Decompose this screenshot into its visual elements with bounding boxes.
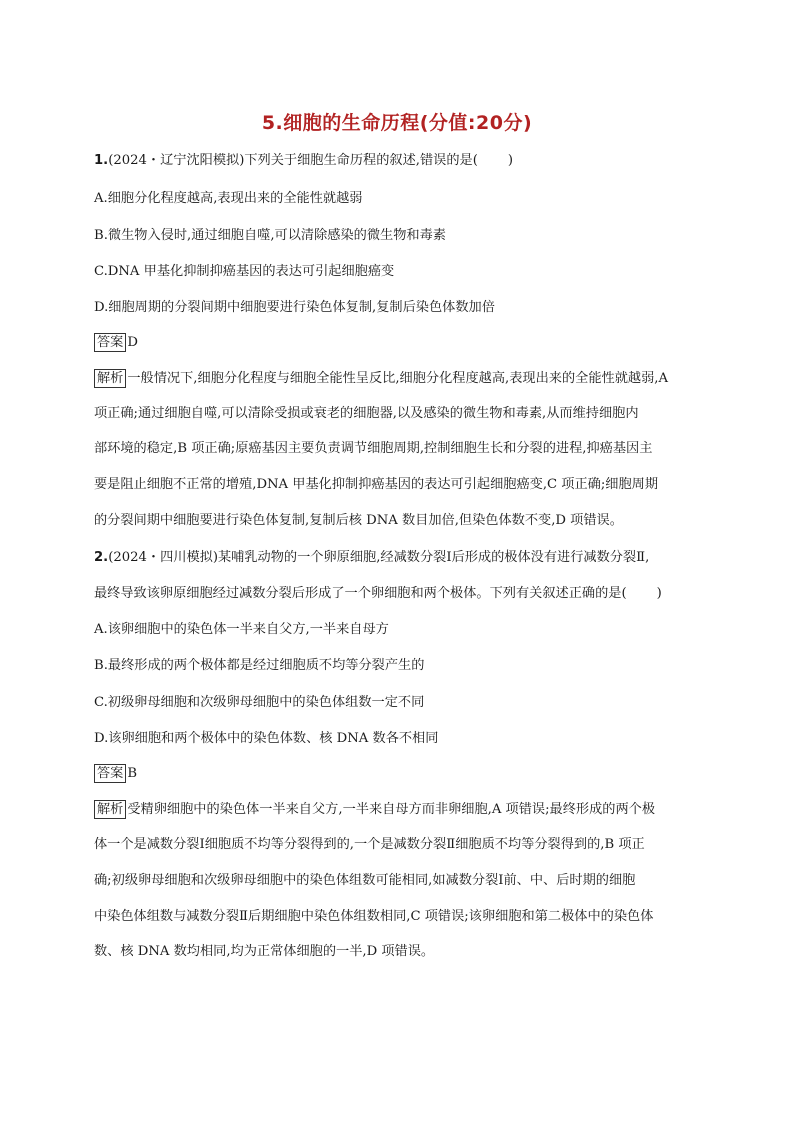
question-2-stem xyxy=(94,548,649,568)
analysis-label: 解析 xyxy=(94,800,126,819)
question-number: 1. xyxy=(94,153,109,168)
answer-value: B xyxy=(127,766,138,781)
analysis-line: 要是阻止细胞不正常的增殖,DNA 甲基化抑制抑癌基因的表达可引起细胞癌变,C 项正确;细胞周期 xyxy=(94,477,659,492)
page-title: 5.细胞的生命历程(分值:20分) xyxy=(261,112,533,134)
answer-row xyxy=(94,333,138,353)
analysis-line: 的分裂间期中细胞要进行染色体复制,复制后核 DNA 数目加倍,但染色体数不变,D 项错误。 xyxy=(94,513,623,528)
question-stem-text: (2024・辽宁沈阳模拟)下列关于细胞生命历程的叙述,错误的是( xyxy=(108,153,478,168)
question-stem-close: ) xyxy=(507,153,514,168)
analysis-line: 体一个是减数分裂Ⅰ细胞质不均等分裂得到的,一个是减数分裂Ⅱ细胞质不均等分裂得到的,B 项正 xyxy=(94,837,645,852)
question-number: 2. xyxy=(94,550,109,565)
question-2-stem-line2: 最终导致该卵原细胞经过减数分裂后形成了一个卵细胞和两个极体。下列有关叙述正确的是( ) xyxy=(94,586,662,601)
analysis-line: 部环境的稳定,B 项正确;原癌基因主要负责调节细胞周期,控制细胞生长和分裂的进程,抑癌基因主 xyxy=(94,441,653,456)
answer-value: D xyxy=(127,335,138,350)
question-1-stem xyxy=(94,151,513,171)
analysis-line: 确;初级卵母细胞和次级卵母细胞中的染色体组数可能相同,如减数分裂Ⅰ前、中、后时期的细胞 xyxy=(94,873,636,888)
option-c: C.DNA 甲基化抑制抑癌基因的表达可引起细胞癌变 xyxy=(94,264,395,279)
analysis-label: 解析 xyxy=(94,369,126,388)
option-b: B.最终形成的两个极体都是经过细胞质不均等分裂产生的 xyxy=(94,658,425,673)
option-d: D.细胞周期的分裂间期中细胞要进行染色体复制,复制后染色体数加倍 xyxy=(94,300,495,315)
option-c: C.初级卵母细胞和次级卵母细胞中的染色体组数一定不同 xyxy=(94,695,425,710)
option-b: B.微生物入侵时,通过细胞自噬,可以清除感染的微生物和毒素 xyxy=(94,228,446,243)
analysis-line: 项正确;通过细胞自噬,可以清除受损或衰老的细胞器,以及感染的微生物和毒素,从而维持细胞内 xyxy=(94,406,639,421)
analysis-line: 解析 受精卵细胞中的染色体一半来自父方,一半来自母方而非卵细胞,A 项错误;最终形成的两个极 xyxy=(94,800,655,820)
answer-row xyxy=(94,764,137,784)
option-a: A.该卵细胞中的染色体一半来自父方,一半来自母方 xyxy=(94,622,389,637)
answer-label: 答案 xyxy=(94,764,126,783)
option-a: A.细胞分化程度越高,表现出来的全能性就越弱 xyxy=(94,191,363,206)
question-stem-close: ) xyxy=(656,586,662,601)
answer-label: 答案 xyxy=(94,333,126,352)
question-stem-text: (2024・四川模拟)某哺乳动物的一个卵原细胞,经减数分裂Ⅰ后形成的极体没有进行减数分裂Ⅱ, xyxy=(108,550,650,565)
option-d: D.该卵细胞和两个极体中的染色体数、核 DNA 数各不相同 xyxy=(94,731,439,746)
analysis-line: 解析 一般情况下,细胞分化程度与细胞全能性呈反比,细胞分化程度越高,表现出来的全能性就越弱,A xyxy=(94,369,668,389)
analysis-line: 中染色体组数与减数分裂Ⅱ后期细胞中染色体组数相同,C 项错误;该卵细胞和第二极体中的染色体 xyxy=(94,909,654,924)
analysis-line: 数、核 DNA 数均相同,均为正常体细胞的一半,D 项错误。 xyxy=(94,944,435,959)
